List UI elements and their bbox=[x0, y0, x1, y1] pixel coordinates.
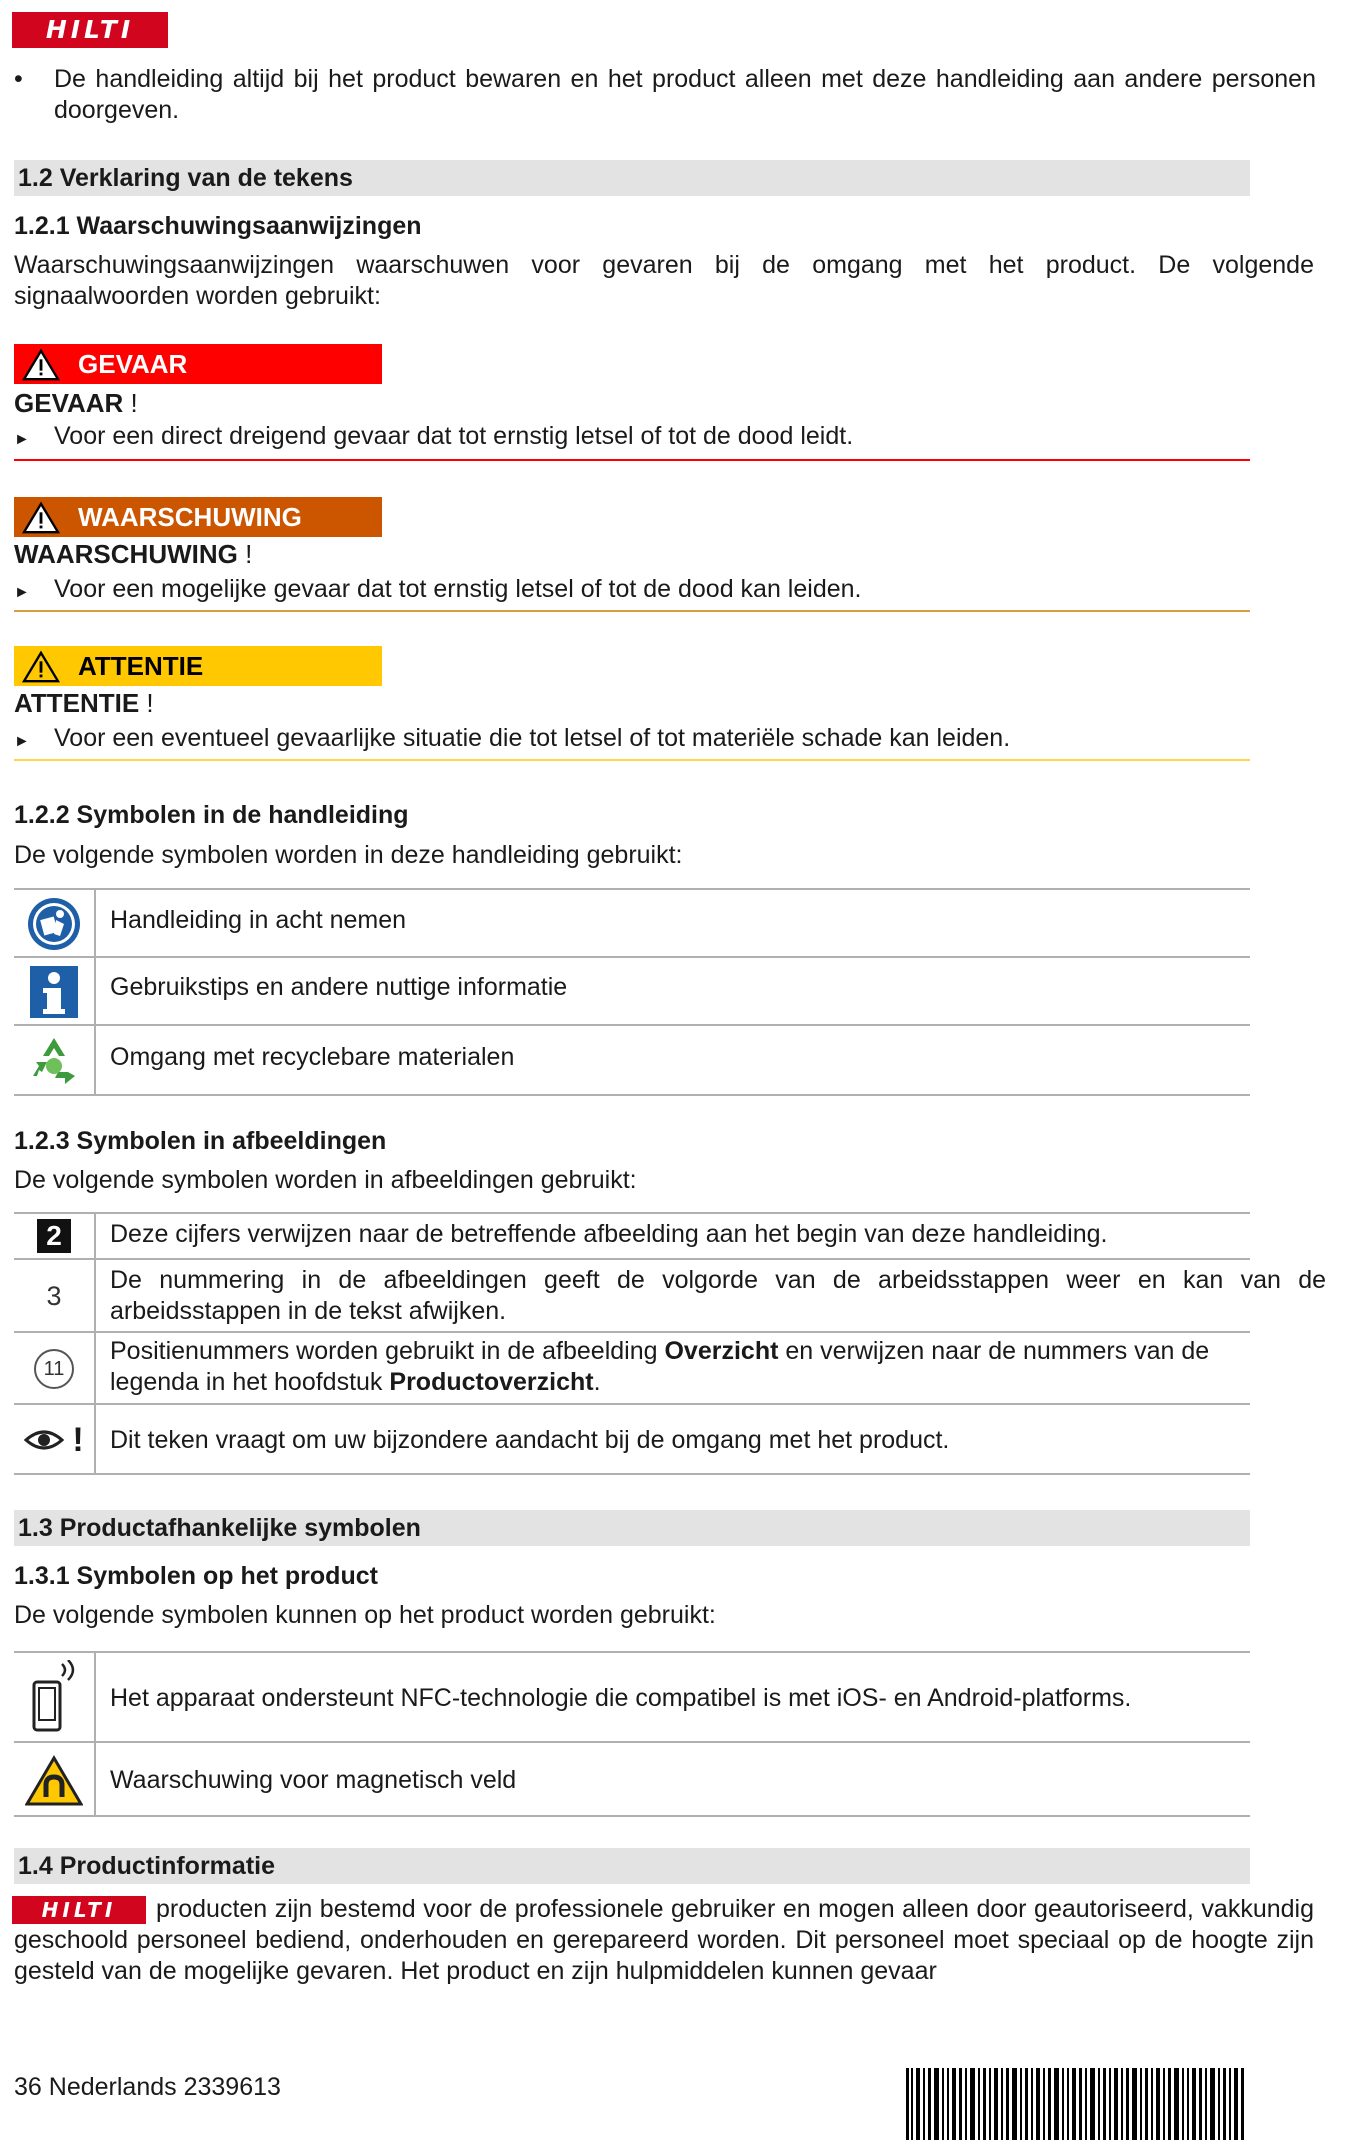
section-1-3-title: 1.3 Productafhankelijke symbolen bbox=[14, 1510, 1250, 1546]
figure-number-text: Deze cijfers verwijzen naar de betreffende afbeelding aan het begin van deze handleiding. bbox=[110, 1220, 1108, 1248]
figure-number-icon: 2 bbox=[24, 1214, 84, 1258]
footer bbox=[14, 2072, 281, 2103]
subsection-1-2-3-title: 1.2.3 Symbolen in afbeeldingen bbox=[14, 1127, 387, 1155]
subsection-1-2-2-title: 1.2.2 Symbolen in de handleiding bbox=[14, 801, 409, 829]
signal-text-waarschuwing: ► Voor een mogelijke gevaar dat tot ernstig letsel of tot de dood kan leiden. bbox=[14, 574, 861, 608]
table-row-divider bbox=[14, 956, 1250, 958]
warnings-intro: Waarschuwingsaanwijzingen waarschuwen voor gevaren bij de omgang met het product. De volgende signaalwoorden worden gebruikt: bbox=[14, 251, 1314, 310]
product-info-text: producten zijn bestemd voor de professionele gebruiker en mogen alleen door geautoriseerd, vakkundig geschoold personeel bediend, onderhouden en gerepareerd worden. Dit personeel moet speciaal op de hoogte zijn gesteld van de mogelijke gevaren. Het product en zijn hulpmiddelen kunnen gevaar bbox=[14, 1895, 1314, 1985]
bullet-dot: • bbox=[14, 65, 23, 93]
section-1-4-title: 1.4 Productinformatie bbox=[14, 1848, 1250, 1884]
table-column-divider bbox=[94, 1212, 96, 1474]
table-border bbox=[14, 888, 1250, 890]
divider-gevaar bbox=[14, 459, 1250, 461]
recycle-symbol-text: Omgang met recyclebare materialen bbox=[110, 1043, 515, 1071]
table-row-divider bbox=[14, 1024, 1250, 1026]
triangle-bullet-icon: ► bbox=[14, 733, 30, 750]
footer-doc-number: 2339613 bbox=[183, 2073, 281, 2101]
figure-symbols-intro: De volgende symbolen worden in afbeeldingen gebruikt: bbox=[14, 1166, 637, 1194]
section-1-2-title: 1.2 Verklaring van de tekens bbox=[14, 160, 1250, 196]
table-row-divider bbox=[14, 1258, 1250, 1260]
divider-attentie bbox=[14, 759, 1250, 761]
intro-bullet-text: De handleiding altijd bij het product bewaren en het product alleen met deze handleiding aan andere personen doorgeven. bbox=[54, 65, 1316, 124]
position-number-text: Positienummers worden gebruikt in de afbeelding Overzicht en verwijzen naar de nummers van de legenda in het hoofdstuk Productoverzicht. bbox=[110, 1337, 1210, 1396]
nfc-phone-icon bbox=[24, 1655, 84, 1741]
table-border bbox=[14, 1212, 1250, 1214]
subsection-1-3-1-title: 1.3.1 Symbolen op het product bbox=[14, 1562, 378, 1590]
position-number-icon: 11 bbox=[24, 1335, 84, 1403]
signal-label-text: WAARSCHUWING bbox=[78, 502, 302, 532]
step-number-icon: 3 bbox=[46, 1280, 62, 1311]
info-symbol-text: Gebruikstips en andere nuttige informatie bbox=[110, 973, 568, 1001]
barcode bbox=[906, 2068, 1246, 2140]
table-border bbox=[14, 1815, 1250, 1817]
page-number: 36 bbox=[14, 2073, 42, 2101]
recycle-icon bbox=[24, 1028, 84, 1094]
hilti-logo-inline: HILTI bbox=[12, 1896, 146, 1924]
warning-triangle-icon bbox=[22, 501, 60, 535]
signal-label-text: ATTENTIE bbox=[78, 651, 204, 681]
signal-label-attentie bbox=[14, 646, 382, 686]
table-border bbox=[14, 1094, 1250, 1096]
hilti-logo: HILTI bbox=[12, 12, 168, 48]
table-row-divider bbox=[14, 1741, 1250, 1743]
step-number-text: De nummering in de afbeeldingen geeft de volgorde van de arbeidsstappen weer en kan van de arbeidsstappen in de tekst afwijken. bbox=[110, 1266, 1326, 1325]
table-column-divider bbox=[94, 1651, 96, 1817]
triangle-bullet-icon: ► bbox=[14, 584, 30, 601]
triangle-bullet-icon: ► bbox=[14, 431, 30, 448]
nfc-symbol-text: Het apparaat ondersteunt NFC-technologie die compatibel is met iOS- en Android-platforms. bbox=[110, 1684, 1132, 1712]
manual-symbol-text: Handleiding in acht nemen bbox=[110, 906, 407, 934]
table-border bbox=[14, 1473, 1250, 1475]
table-row-divider bbox=[14, 1331, 1250, 1333]
divider-waarschuwing bbox=[14, 610, 1250, 612]
signal-label-waarschuwing bbox=[14, 497, 382, 537]
attention-eye-text: Dit teken vraagt om uw bijzondere aandacht bij de omgang met het product. bbox=[110, 1426, 950, 1454]
info-icon bbox=[24, 960, 84, 1024]
magnet-warning-icon bbox=[24, 1745, 84, 1817]
product-symbols-intro: De volgende symbolen kunnen op het product worden gebruikt: bbox=[14, 1601, 716, 1629]
manual-icon bbox=[24, 892, 84, 956]
signal-word-attentie: ATTENTIE ! bbox=[14, 688, 154, 718]
table-border bbox=[14, 1651, 1250, 1653]
table-row-divider bbox=[14, 1403, 1250, 1405]
warning-triangle-icon bbox=[22, 348, 60, 382]
signal-text-gevaar: ► Voor een direct dreigend gevaar dat tot ernstig letsel of tot de dood leidt. bbox=[14, 421, 853, 455]
magnet-symbol-text: Waarschuwing voor magnetisch veld bbox=[110, 1766, 517, 1794]
subsection-1-2-1-title: 1.2.1 Waarschuwingsaanwijzingen bbox=[14, 212, 422, 240]
manual-symbols-intro: De volgende symbolen worden in deze handleiding gebruikt: bbox=[14, 841, 683, 869]
signal-word-gevaar: GEVAAR ! bbox=[14, 388, 138, 418]
signal-text-attentie: ► Voor een eventueel gevaarlijke situatie die tot letsel of tot materiële schade kan leiden. bbox=[14, 723, 1010, 757]
footer-language: Nederlands bbox=[48, 2073, 177, 2101]
warning-triangle-icon bbox=[22, 650, 60, 684]
signal-label-text: GEVAAR bbox=[78, 349, 188, 379]
attention-eye-icon: ! bbox=[24, 1407, 84, 1473]
signal-label-gevaar bbox=[14, 344, 382, 384]
table-column-divider bbox=[94, 888, 96, 1096]
signal-word-waarschuwing: WAARSCHUWING ! bbox=[14, 539, 253, 569]
